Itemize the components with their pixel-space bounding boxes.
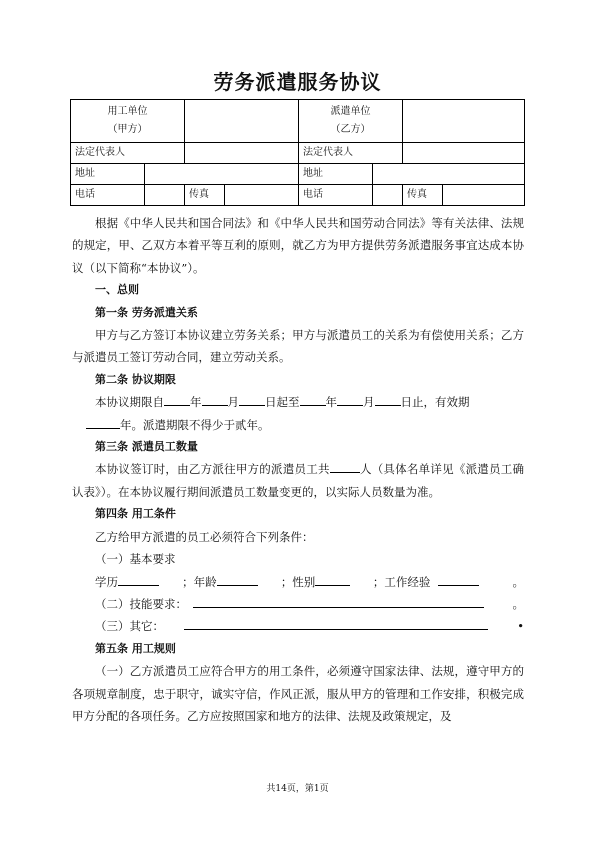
intro-paragraph: 根据《中华人民共和国合同法》和《中华人民共和国劳动合同法》等有关法律、法规的规定，甲、乙双方本着平等互利的原则，就乙方为甲方提供劳务派遣服务事宜达成本协议（以下简称“本协议”）。 (72, 216, 524, 275)
employer-label: 用工单位 (107, 106, 148, 117)
employer-value-cell[interactable] (185, 100, 299, 143)
other-label: （三）其它： (95, 619, 164, 634)
sex-label: ；性别 (280, 574, 316, 589)
start-month-blank[interactable] (202, 391, 228, 406)
employer-phone-label: 电话 (71, 185, 145, 206)
employer-phone-value[interactable] (145, 185, 185, 206)
section-heading-general: 一、总则 (95, 283, 139, 297)
article-1-text: 甲方与乙方签订本协议建立劳务关系；甲方与派遣员工的关系为有偿使用关系；乙方与派遣员工签订劳动合同，建立劳动关系。 (72, 328, 524, 365)
day-end-label: 日止，有效期 (400, 395, 470, 410)
document-title: 劳务派遣服务协议 (213, 70, 382, 94)
employer-legal-rep-value[interactable] (185, 143, 299, 164)
employer-fax-label: 传真 (185, 185, 225, 206)
article-3-text-a: 本协议签订时，由乙方派往甲方的派遣员工共 (95, 462, 330, 477)
dispatcher-phone-value[interactable] (373, 185, 403, 206)
end-month-blank[interactable] (337, 391, 363, 406)
article-5-heading: 第五条 用工规则 (95, 641, 176, 655)
dispatcher-value-cell[interactable] (403, 100, 525, 143)
skill-blank[interactable] (193, 593, 484, 608)
year-label: 年 (325, 395, 337, 410)
employer-label-cell (71, 100, 185, 143)
education-label: 学历 (95, 574, 118, 589)
document-body (72, 212, 524, 727)
article-2-line-1 (72, 391, 524, 413)
article-3-text-b: 人（具体名单详见《派遣员工确认表》）。在本协议履行期间派遣员工数量变更的，以实际人员数量为准。 (72, 462, 525, 499)
basic-requirements-line (72, 571, 524, 593)
age-label: ；年龄 (182, 574, 217, 589)
page-footer: 共14页，第1页 (266, 784, 329, 794)
age-blank[interactable] (217, 571, 258, 586)
dispatcher-fax-value[interactable] (443, 185, 525, 206)
start-day-blank[interactable] (239, 391, 265, 406)
skill-label: （二）技能要求： (95, 596, 187, 611)
article-4-text: 乙方给甲方派遣的员工必须符合下列条件： (95, 529, 314, 544)
experience-label: ；工作经验 (372, 574, 431, 589)
employer-sub-label: （甲方） (107, 124, 148, 135)
start-year-blank[interactable] (164, 391, 190, 406)
parties-table (70, 99, 525, 206)
article-2-heading: 第二条 协议期限 (95, 372, 176, 386)
education-blank[interactable] (118, 571, 159, 586)
end-day-blank[interactable] (375, 391, 401, 406)
article-5-text: （一）乙方派遣员工应符合甲方的用工条件，必须遵守国家法律、法规，遵守甲方的各项规章制度，忠于职守，诚实守信，作风正派，服从甲方的管理和工作安排，积极完成甲方分配的各项任务。乙方应按照国家和地方的法律、法规及政策规定，及 (72, 664, 524, 723)
end-year-blank[interactable] (300, 391, 326, 406)
term-years-blank[interactable] (86, 414, 120, 429)
sex-blank[interactable] (315, 571, 350, 586)
year-label: 年 (190, 395, 202, 410)
article-2-text-b: 年。派遣期限不得少于贰年。 (120, 417, 270, 432)
dispatcher-sub-label: （乙方） (330, 124, 371, 135)
article-1-heading: 第一条 劳务派遣关系 (95, 305, 198, 319)
article-4-heading: 第四条 用工条件 (95, 507, 176, 521)
employer-address-value[interactable] (145, 164, 299, 185)
dispatcher-label: 派遣单位 (330, 106, 371, 117)
month-label: 月 (227, 395, 239, 410)
employer-address-label: 地址 (71, 164, 145, 185)
line-end-dot: • (517, 619, 524, 634)
employer-legal-rep-label: 法定代表人 (71, 143, 185, 164)
article-3-heading: 第三条 派遣员工数量 (95, 440, 198, 454)
other-requirements-line (72, 615, 524, 637)
day-start-label: 日起至 (265, 395, 300, 410)
article-3-text (72, 458, 524, 503)
dispatcher-phone-label: 电话 (299, 185, 373, 206)
dispatcher-legal-rep-value[interactable] (403, 143, 525, 164)
line-end-mark: 。 (512, 574, 524, 589)
staff-count-blank[interactable] (330, 458, 360, 473)
month-label: 月 (363, 395, 375, 410)
article-2-line-2 (72, 414, 524, 436)
dispatcher-address-value[interactable] (373, 164, 525, 185)
experience-blank[interactable] (438, 571, 479, 586)
skill-requirements-line (72, 593, 524, 615)
other-blank[interactable] (184, 615, 488, 630)
dispatcher-legal-rep-label: 法定代表人 (299, 143, 403, 164)
line-end-mark: 。 (512, 596, 524, 611)
article-2-text-a: 本协议期限自 (95, 395, 164, 410)
dispatcher-fax-label: 传真 (403, 185, 443, 206)
basic-requirements-label: （一）基本要求 (95, 552, 176, 567)
employer-fax-value[interactable] (225, 185, 299, 206)
dispatcher-address-label: 地址 (299, 164, 373, 185)
dispatcher-label-cell (299, 100, 403, 143)
